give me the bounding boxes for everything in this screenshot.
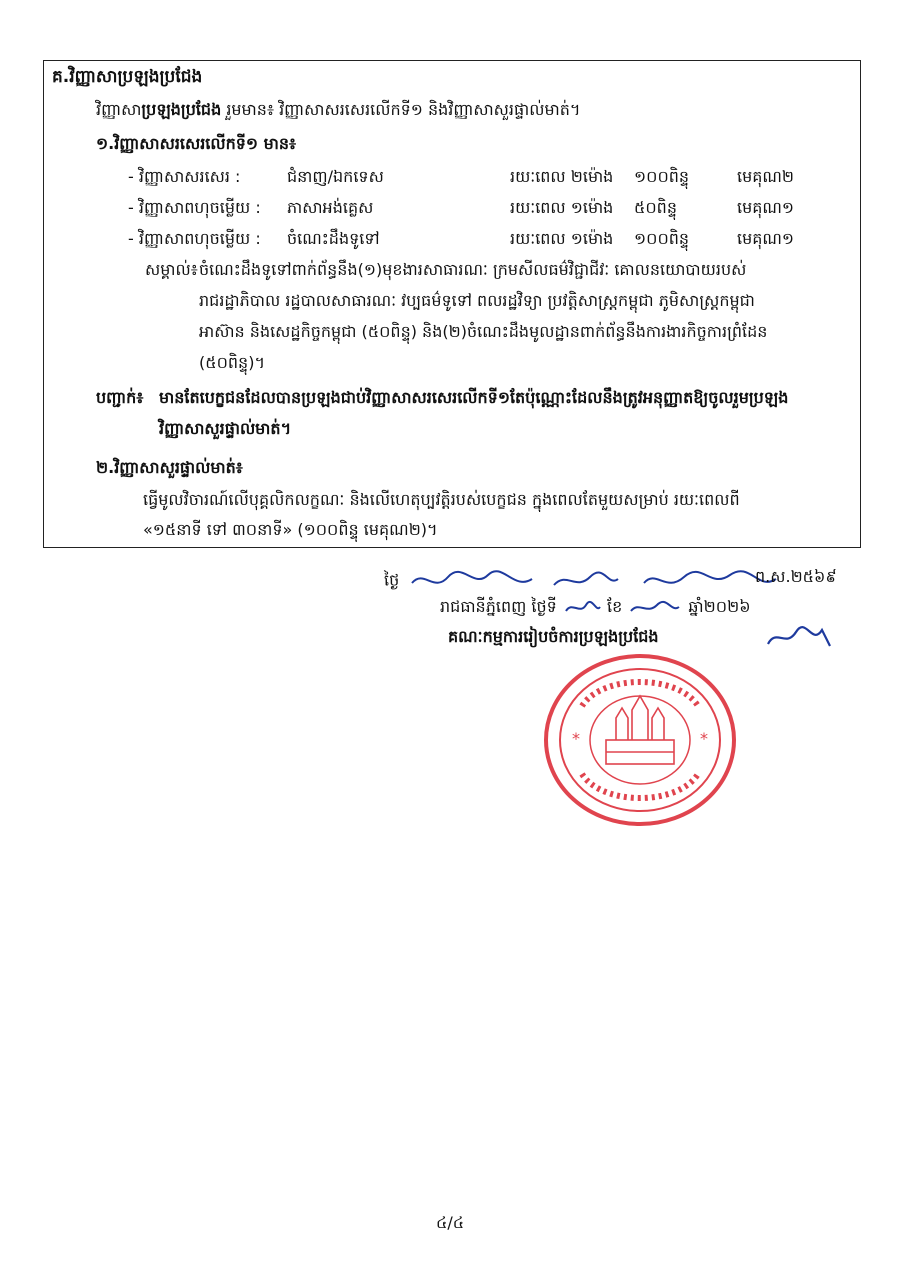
handwritten-month [627,597,683,619]
subject-name: - វិញ្ញាសាពហុចម្លើយ : [128,198,261,217]
official-stamp [542,652,738,828]
page-number: ៤/៤ [436,1213,465,1232]
subject-name: - វិញ្ញាសាពហុចម្លើយ : [128,229,261,248]
subject-points: ១០០ពិន្ទុ [634,229,690,248]
subject-topic: ចំណេះដឹងទូទៅ [287,229,380,248]
note-label: សម្គាល់៖ [145,260,198,279]
note-line: រាជរដ្ឋាភិបាល រដ្ឋបាលសាធារណៈ វប្បធម៌ទូទៅ ពលរដ្ឋវិទ្យា ប្រវត្តិសាស្ត្រកម្ពុជា ភូមិសាស្ត្រកម្ពុជា [199,291,755,310]
signature [764,622,836,652]
warning-label: បញ្ជាក់៖ [96,388,144,407]
date-year: ឆ្នាំ២០២៦ [688,597,751,616]
subject-name: - វិញ្ញាសាសរសេរ : [128,167,241,186]
buddhist-era: ព.ស.២៥៦៩ [755,567,837,586]
handwritten-day [562,597,602,619]
intro-line [96,99,580,123]
subject-points: ១០០ពិន្ទុ [634,167,690,186]
svg-text:*: * [700,729,708,748]
subject-duration: រយៈពេល ១ម៉ោង [510,198,614,217]
subject-duration: រយៈពេល ១ម៉ោង [510,229,614,248]
warning-line: មានតែបេក្ខជនដែលបានប្រឡងជាប់វិញ្ញាសាសរសេរលើកទី១តែប៉ុណ្ណោះដែលនឹងត្រូវអនុញ្ញាតឱ្យចូលរួមប្រឡង [159,388,789,407]
note-line: (៥០ពិន្ទុ)។ [199,353,265,372]
section-title: គ.វិញ្ញាសាប្រឡងប្រជែង [52,67,203,87]
subject-coef: មេគុណ២ [737,167,795,186]
date-month-label: ខែ [607,597,623,616]
date-line-gregorian [440,596,751,620]
note-line: ចំណេះដឹងទូទៅពាក់ព័ន្ធនឹង(១)មុខងារសាធារណៈ ក្រមសីលធម៌វិជ្ជាជីវៈ គោលនយោបាយរបស់ [199,260,747,279]
date-city-day: រាជធានីភ្នំពេញ ថ្ងៃទី [440,597,557,616]
subject-duration: រយៈពេល ២ម៉ោង [510,167,614,186]
date-day-label: ថ្ងៃ [384,570,400,590]
oral-heading: ២.វិញ្ញាសាសួរផ្ទាល់មាត់៖ [96,458,243,477]
oral-line: «១៥នាទី ទៅ ៣០នាទី» (១០០ពិន្ទុ មេគុណ២)។ [143,520,438,539]
intro-bold: ប្រឡងប្រជែង [141,100,222,119]
written-heading: ១.វិញ្ញាសាសរសេរលើកទី១ មាន៖ [96,134,297,153]
note-line: អាស៊ាន និងសេដ្ឋកិច្ចកម្ពុជា (៥០ពិន្ទុ) និង(២)ចំណេះដឹងមូលដ្ឋានពាក់ព័ន្ធនឹងការងារកិច្ចការព្រំដែន [199,322,768,341]
subject-coef: មេគុណ១ [737,198,795,217]
temple-icon [606,696,674,764]
subject-topic: ភាសាអង់គ្លេស [287,198,374,217]
subject-topic: ជំនាញ/ឯកទេស [287,167,384,186]
warning-line: វិញ្ញាសាសួរផ្ទាល់មាត់។ [159,419,292,438]
intro-prefix: វិញ្ញាសា [96,100,142,119]
subject-points: ៥០ពិន្ទុ [634,198,677,217]
subject-coef: មេគុណ១ [737,229,795,248]
committee-title: គណៈកម្មការរៀបចំការប្រឡងប្រជែង [448,627,659,646]
svg-text:*: * [572,729,580,748]
oral-line: ធ្វើមូលវិចារណ៍លើបុគ្គលិកលក្ខណៈ និងលើហេតុប្បវត្តិរបស់បេក្ខជន ក្នុងពេលតែមួយសម្រាប់ រយៈពេលពី [143,490,740,509]
intro-rest: រួមមាន៖ វិញ្ញាសាសរសេរលើកទី១ និងវិញ្ញាសាសួរផ្ទាល់មាត់។ [221,100,581,119]
